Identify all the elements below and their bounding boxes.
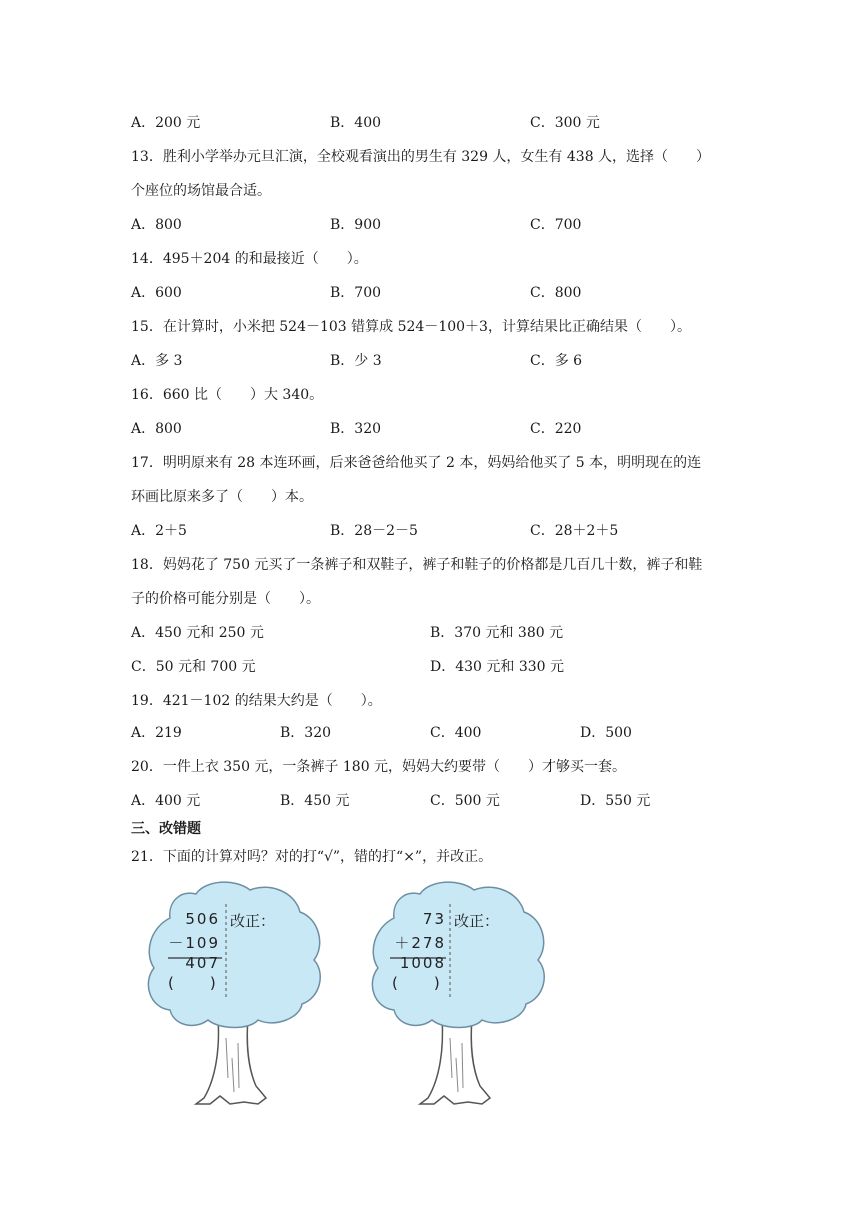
q20-text: 20．一件上衣 350 元，一条裤子 180 元，妈妈大约要带（ ）才够买一套。 (131, 759, 627, 775)
q13-option-b: B．900 (330, 217, 382, 233)
q15-option-a: A．多 3 (131, 353, 183, 369)
q14-option-b: B．700 (330, 285, 382, 301)
q20-option-d: D．550 元 (580, 793, 651, 809)
q18-text-line2: 子的价格可能分别是（ ）。 (131, 591, 320, 607)
q20-option-c: C．500 元 (430, 793, 500, 809)
section-heading: 三、改错题 (131, 821, 201, 837)
q12-option-a: A．200 元 (131, 115, 201, 131)
q18-text-line1: 18．妈妈花了 750 元买了一条裤子和双鞋子，裤子和鞋子的价格都是几百几十数，裤子和鞋 (131, 557, 703, 573)
q17-text-line2: 环画比原来多了（ ）本。 (131, 489, 313, 505)
q15-option-c: C．多 6 (530, 353, 583, 369)
tree2-operand: ＋278 (394, 934, 446, 952)
q16-option-c: C．220 (530, 421, 582, 437)
q19-option-b: B．320 (280, 725, 332, 741)
tree2-answer-paren: ( ) (392, 974, 442, 992)
q18-option-a: A．450 元和 250 元 (131, 625, 264, 641)
tree1-result: 407 (185, 954, 220, 972)
q17-option-a: A．2＋5 (131, 523, 187, 539)
tree1-correction-label: 改正： (230, 912, 276, 930)
q17-text-line1: 17．明明原来有 28 本连环画，后来爸爸给他买了 2 本，妈妈给他买了 5 本，明明现在的连 (131, 455, 702, 471)
q18-option-d: D．430 元和 330 元 (430, 659, 565, 675)
q12-option-b: B．400 (330, 115, 382, 131)
q19-option-d: D．500 (580, 725, 632, 741)
tree1-answer-paren: ( ) (168, 974, 218, 992)
tree1-top-number: 506 (185, 910, 220, 928)
q13-text-line1: 13．胜利小学举办元旦汇演，全校观看演出的男生有 329 人，女生有 438 人，选择（ ） (131, 149, 711, 165)
q17-option-c: C．28＋2＋5 (530, 523, 619, 539)
q12-option-c: C．300 元 (530, 115, 600, 131)
q18-option-b: B．370 元和 380 元 (430, 625, 564, 641)
q15-option-b: B．少 3 (330, 353, 382, 369)
q16-option-b: B．320 (330, 421, 382, 437)
tree2-correction-label: 改正： (454, 912, 500, 930)
q13-option-a: A．800 (131, 217, 182, 233)
q19-option-c: C．400 (430, 725, 482, 741)
q19-text: 19．421－102 的结果大约是（ ）。 (131, 693, 382, 709)
q14-option-c: C．800 (530, 285, 582, 301)
tree1-operand: －109 (168, 934, 220, 952)
q17-option-b: B．28－2－5 (330, 523, 418, 539)
q16-text: 16．660 比（ ）大 340。 (131, 387, 324, 403)
q18-option-c: C．50 元和 700 元 (131, 659, 256, 675)
q14-text: 14．495＋204 的和最接近（ ）。 (131, 251, 368, 267)
q21-text: 21．下面的计算对吗？对的打“√”，错的打“×”，并改正。 (131, 849, 493, 865)
q20-option-a: A．400 元 (131, 793, 201, 809)
q16-option-a: A．800 (131, 421, 182, 437)
tree2-top-number: 73 (422, 910, 446, 928)
q13-text-line2: 个座位的场馆最合适。 (131, 183, 271, 199)
q19-option-a: A．219 (131, 725, 182, 741)
q14-option-a: A．600 (131, 285, 182, 301)
q13-option-c: C．700 (530, 217, 582, 233)
q20-option-b: B．450 元 (280, 793, 350, 809)
q15-text: 15．在计算时，小米把 524－103 错算成 524－100＋3，计算结果比正确结果（ ）。 (131, 319, 691, 335)
tree2-result: 1008 (399, 954, 446, 972)
